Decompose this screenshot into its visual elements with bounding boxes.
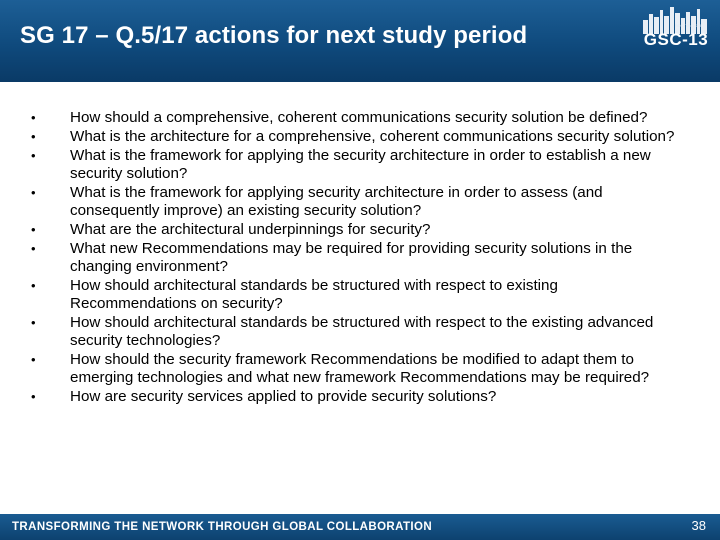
list-item [0, 350, 720, 387]
bullet-icon: • [31, 110, 36, 125]
list-item-text: What is the framework for applying security architecture in order to assess (and consequently improve) an existing security solution? [70, 184, 603, 219]
list-item [0, 313, 720, 350]
list-item [0, 276, 720, 313]
list-item [0, 239, 720, 276]
bullet-icon: • [31, 129, 36, 144]
slide-footer [0, 514, 720, 540]
slide-header [0, 0, 720, 82]
bullet-icon: • [31, 241, 36, 256]
logo-subtext: BOSTON 2008 [675, 23, 702, 28]
list-item-text: How should the security framework Recommendations be modified to adapt them to emerging technologies and what new framework Recommendations may be required? [70, 351, 650, 386]
bullet-icon: • [31, 389, 36, 404]
list-item-text: What is the architecture for a comprehensive, coherent communications security solution? [70, 128, 675, 145]
bullet-icon: • [31, 352, 36, 367]
list-item [0, 108, 720, 127]
bullet-icon: • [31, 278, 36, 293]
bullet-icon: • [31, 148, 36, 163]
list-item-text: What new Recommendations may be required for providing security solutions in the changing environment? [70, 240, 633, 275]
page-number: 38 [691, 518, 706, 533]
list-item [0, 146, 720, 183]
list-item [0, 220, 720, 239]
slide-title: SG 17 – Q.5/17 actions for next study period [20, 22, 528, 49]
list-item-text: How should architectural standards be structured with respect to existing Recommendations on security? [70, 277, 558, 312]
list-item-text: How should architectural standards be structured with respect to the existing advanced security technologies? [70, 314, 654, 349]
bullet-list [0, 108, 720, 406]
gsc-logo [637, 4, 715, 52]
bullet-icon: • [31, 315, 36, 330]
list-item-text: What is the framework for applying the security architecture in order to establish a new security solution? [70, 147, 651, 182]
list-item-text: What are the architectural underpinnings for security? [70, 221, 431, 238]
logo-text: GSC-13 [643, 30, 709, 49]
bullet-icon: • [31, 185, 36, 200]
bullet-icon: • [31, 222, 36, 237]
list-item-text: How should a comprehensive, coherent communications security solution be defined? [70, 109, 648, 126]
list-item [0, 127, 720, 146]
footer-tagline: TRANSFORMING THE NETWORK THROUGH GLOBAL COLLABORATION [12, 521, 433, 533]
list-item [0, 183, 720, 220]
list-item-text: How are security services applied to provide security solutions? [70, 388, 497, 405]
list-item [0, 387, 720, 406]
